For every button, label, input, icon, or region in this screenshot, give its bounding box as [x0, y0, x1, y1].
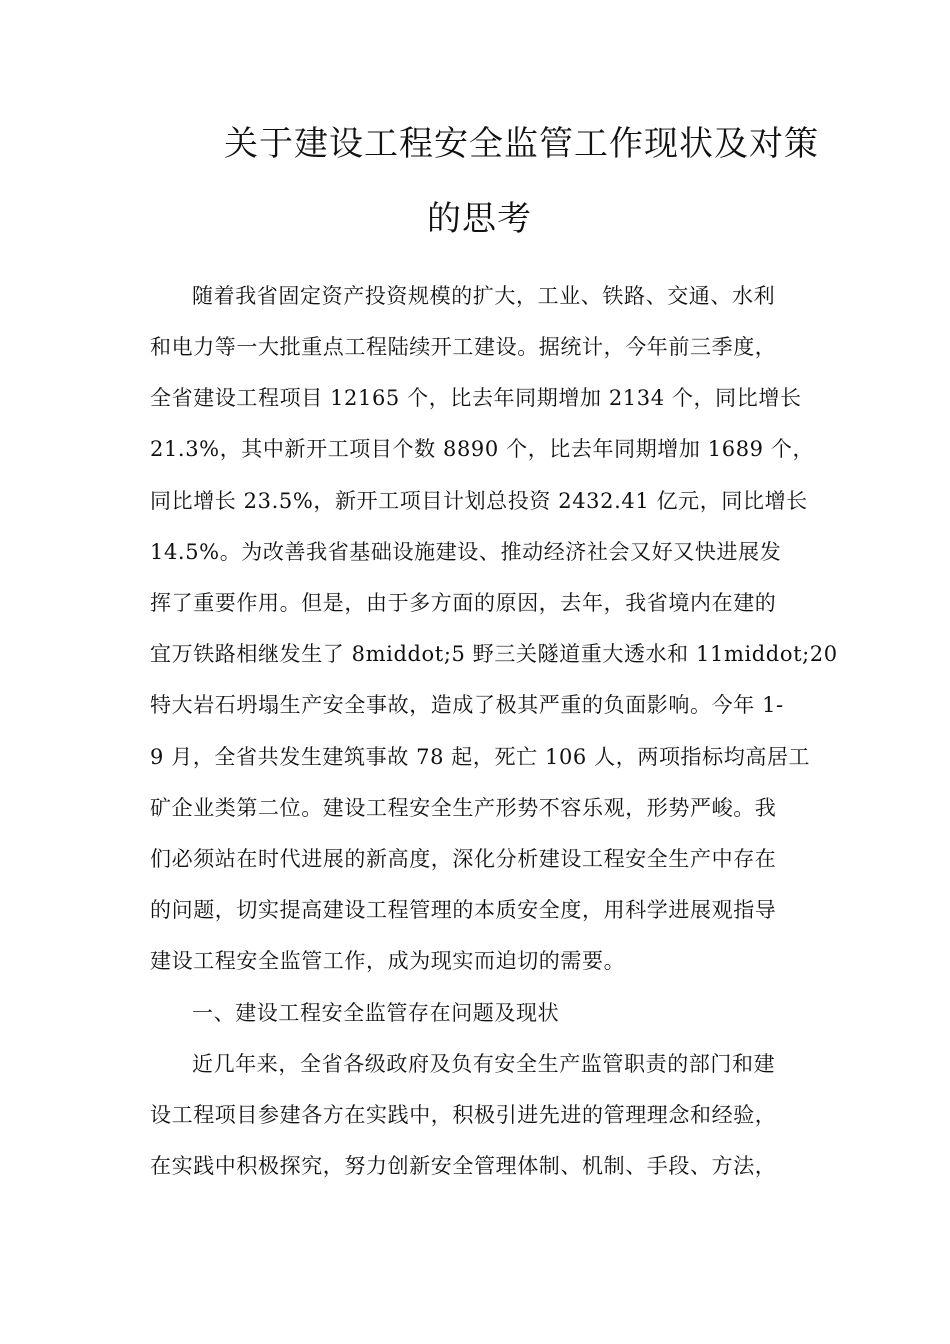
paragraph-line: 宜万铁路相继发生了 8middot;5 野三关隧道重大透水和 11middot;20: [150, 642, 838, 666]
paragraph-line: 特大岩石坍塌生产安全事故，造成了极其严重的负面影响。今年 1-: [150, 693, 784, 717]
paragraph-line: 挥了重要作用。但是，由于多方面的原因，去年，我省境内在建的: [150, 591, 777, 615]
paragraph-line: 们必须站在时代进展的新高度，深化分析建设工程安全生产中存在: [150, 847, 777, 871]
paragraph-line: 设工程项目参建各方在实践中，积极引进先进的管理理念和经验，: [150, 1103, 777, 1127]
paragraph-line: 14.5%。为改善我省基础设施建设、推动经济社会又好又快进展发: [150, 540, 782, 564]
paragraph-line: 在实践中积极探究，努力创新安全管理体制、机制、手段、方法，: [150, 1154, 777, 1178]
section-heading: 一、建设工程安全监管存在问题及现状: [192, 1001, 560, 1025]
paragraph-line: 近几年来，全省各级政府及负有安全生产监管职责的部门和建: [192, 1052, 776, 1076]
paragraph-line: 和电力等一大批重点工程陆续开工建设。据统计，今年前三季度，: [150, 335, 777, 359]
paragraph-line: 随着我省固定资产投资规模的扩大，工业、铁路、交通、水利: [192, 284, 776, 308]
document-title-line-1: 关于建设工程安全监管工作现状及对策: [224, 124, 819, 164]
paragraph-line: 9 月，全省共发生建筑事故 78 起，死亡 106 人，两项指标均高居工: [150, 745, 811, 769]
paragraph-line: 全省建设工程项目 12165 个，比去年同期增加 2134 个，同比增长: [150, 386, 802, 410]
paragraph-line: 21.3%，其中新开工项目个数 8890 个，比去年同期增加 1689 个，: [150, 437, 815, 461]
paragraph-line: 同比增长 23.5%，新开工项目计划总投资 2432.41 亿元，同比增长: [150, 489, 808, 513]
paragraph-line: 建设工程安全监管工作，成为现实而迫切的需要。: [150, 949, 626, 973]
paragraph-line: 矿企业类第二位。建设工程安全生产形势不容乐观，形势严峻。我: [150, 796, 777, 820]
document-title-line-2: 的思考: [427, 199, 532, 239]
paragraph-line: 的问题，切实提高建设工程管理的本质安全度，用科学进展观指导: [150, 898, 777, 922]
